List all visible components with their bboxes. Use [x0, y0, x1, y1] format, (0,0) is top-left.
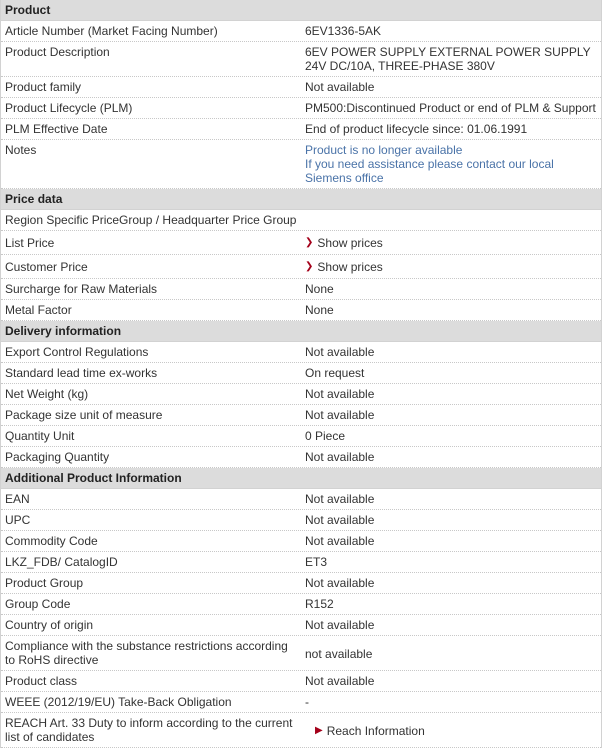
row-label: Article Number (Market Facing Number) [5, 24, 218, 38]
row-label: Group Code [5, 597, 71, 611]
row-value: 0 Piece [305, 429, 346, 443]
section-header-price: Price data [1, 189, 601, 210]
row-label: LKZ_FDB/ CatalogID [5, 555, 118, 569]
row-value: On request [305, 366, 365, 380]
row-value: Not available [305, 450, 375, 464]
row-label: Notes [5, 143, 37, 157]
table-row [1, 692, 601, 713]
row-value: Not available [305, 576, 375, 590]
table-row [1, 231, 601, 255]
table-row [1, 300, 601, 321]
table-row [1, 21, 601, 42]
row-label: Product Lifecycle (PLM) [5, 101, 133, 115]
chevron-right-icon: ❯ [305, 261, 314, 272]
table-row [1, 636, 601, 671]
triangle-right-icon: ▶ [315, 724, 323, 736]
row-label: Compliance with the substance restrictions according to RoHS directive [5, 639, 288, 667]
show-prices-label[interactable]: Show prices [317, 260, 383, 274]
row-label: Product family [5, 80, 82, 94]
table-row [1, 98, 601, 119]
row-label: UPC [5, 513, 31, 527]
table-row [1, 447, 601, 468]
chevron-right-icon: ❯ [305, 237, 314, 248]
row-label: Product Description [5, 45, 110, 59]
row-value: Not available [305, 492, 375, 506]
row-label: Net Weight (kg) [5, 387, 89, 401]
table-row [1, 279, 601, 300]
table-row [1, 255, 601, 279]
table-row [1, 405, 601, 426]
row-label: Standard lead time ex-works [5, 366, 158, 380]
reach-information-label[interactable]: Reach Information [326, 723, 425, 738]
customer-price-link[interactable] [301, 255, 601, 278]
table-row [1, 573, 601, 594]
row-value: PM500:Discontinued Product or end of PLM & Support [305, 101, 596, 115]
row-label: WEEE (2012/19/EU) Take-Back Obligation [5, 695, 232, 709]
row-label: EAN [5, 492, 30, 506]
row-value: Not available [305, 387, 375, 401]
row-value: Not available [305, 513, 375, 527]
row-value: End of product lifecycle since: 01.06.1991 [305, 122, 528, 136]
row-label: Surcharge for Raw Materials [5, 282, 158, 296]
row-label: Product Group [5, 576, 84, 590]
table-row [1, 594, 601, 615]
row-label: Packaging Quantity [5, 450, 110, 464]
contact-siemens-link[interactable]: If you need assistance please contact our local Siemens office [305, 157, 554, 185]
row-label: Region Specific PriceGroup / Headquarter Price Group [5, 213, 297, 227]
row-label: List Price [5, 236, 55, 250]
table-row [1, 119, 601, 140]
row-label: Export Control Regulations [5, 345, 149, 359]
section-header-delivery: Delivery information [1, 321, 601, 342]
row-value: Not available [305, 408, 375, 422]
row-value: 6EV1336-5AK [305, 24, 382, 38]
no-longer-available-link[interactable]: Product is no longer available [305, 143, 463, 157]
row-label: Commodity Code [5, 534, 98, 548]
row-value: None [305, 282, 334, 296]
row-value: R152 [305, 597, 334, 611]
table-row [1, 210, 601, 231]
row-value: 6EV POWER SUPPLY EXTERNAL POWER SUPPLY 24V DC/10A, THREE-PHASE 380V [305, 45, 591, 73]
table-row [1, 342, 601, 363]
table-row [1, 384, 601, 405]
table-row [1, 363, 601, 384]
row-value: Not available [305, 674, 375, 688]
row-label: Metal Factor [5, 303, 72, 317]
section-header-additional: Additional Product Information [1, 468, 601, 489]
row-value: None [305, 303, 334, 317]
row-label: Country of origin [5, 618, 94, 632]
row-value: Not available [305, 534, 375, 548]
row-label: REACH Art. 33 Duty to inform according to the current list of candidates [5, 716, 293, 744]
table-row [1, 552, 601, 573]
table-row [1, 713, 601, 748]
row-label: Quantity Unit [5, 429, 75, 443]
table-row [1, 77, 601, 98]
row-value: ET3 [305, 555, 328, 569]
row-label: PLM Effective Date [5, 122, 108, 136]
table-row [1, 531, 601, 552]
table-row [1, 615, 601, 636]
table-row [1, 671, 601, 692]
section-header-product: Product [1, 0, 601, 21]
table-row [1, 510, 601, 531]
row-value: - [305, 695, 309, 709]
table-row [1, 426, 601, 447]
row-value: Not available [305, 618, 375, 632]
table-row [1, 42, 601, 77]
row-label: Customer Price [5, 260, 88, 274]
show-prices-label[interactable]: Show prices [317, 236, 383, 250]
table-row [1, 140, 601, 189]
row-value: Not available [305, 80, 375, 94]
list-price-link[interactable] [301, 231, 601, 254]
table-row [1, 489, 601, 510]
row-label: Product class [5, 674, 78, 688]
reach-information-link[interactable] [301, 713, 601, 747]
notes-value [301, 140, 601, 188]
row-value: not available [305, 646, 373, 661]
row-value: Not available [305, 345, 375, 359]
row-label: Package size unit of measure [5, 408, 163, 422]
